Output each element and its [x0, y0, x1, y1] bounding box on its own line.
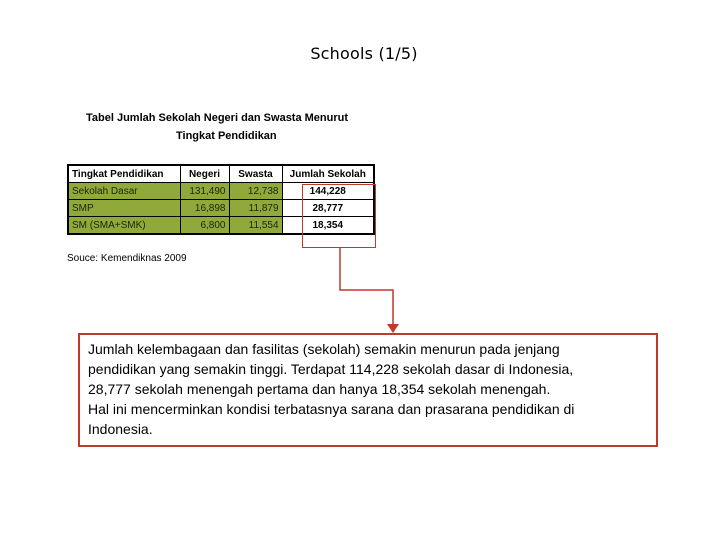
row-label: Sekolah Dasar — [68, 183, 180, 200]
row-label: SM (SMA+SMK) — [68, 217, 180, 235]
table-source: Souce: Kemendiknas 2009 — [67, 253, 187, 264]
summary-note — [78, 333, 658, 447]
column-header-public: Negeri — [180, 165, 229, 183]
table-caption-line-1: Tabel Jumlah Sekolah Negeri dan Swasta Menurut — [86, 112, 349, 124]
note-line: 28,777 sekolah menengah pertama dan hanya 18,354 sekolah menengah. — [88, 381, 551, 397]
note-line: Indonesia. — [88, 421, 153, 437]
public-count: 131,490 — [180, 183, 229, 200]
row-label: SMP — [68, 200, 180, 217]
slide-title: Schools (1/5) — [310, 44, 418, 63]
column-header-level: Tingkat Pendidikan — [68, 165, 180, 183]
total-count: 28,777 — [282, 200, 374, 217]
public-count: 16,898 — [180, 200, 229, 217]
public-count: 6,800 — [180, 217, 229, 235]
private-count: 11,879 — [229, 200, 282, 217]
total-count: 18,354 — [282, 217, 374, 235]
note-line: pendidikan yang semakin tinggi. Terdapat 114,228 sekolah dasar di Indonesia, — [88, 361, 574, 377]
note-line: Hal ini mencerminkan kondisi terbatasnya sarana dan prasarana pendidikan di — [88, 401, 575, 417]
column-header-total: Jumlah Sekolah — [282, 165, 374, 183]
table-caption-line-2: Tingkat Pendidikan — [176, 130, 277, 142]
total-count: 144,228 — [282, 183, 374, 200]
private-count: 11,554 — [229, 217, 282, 235]
note-line: Jumlah kelembagaan dan fasilitas (sekolah) semakin menurun pada jenjang — [88, 341, 560, 357]
private-count: 12,738 — [229, 183, 282, 200]
column-header-private: Swasta — [229, 165, 282, 183]
